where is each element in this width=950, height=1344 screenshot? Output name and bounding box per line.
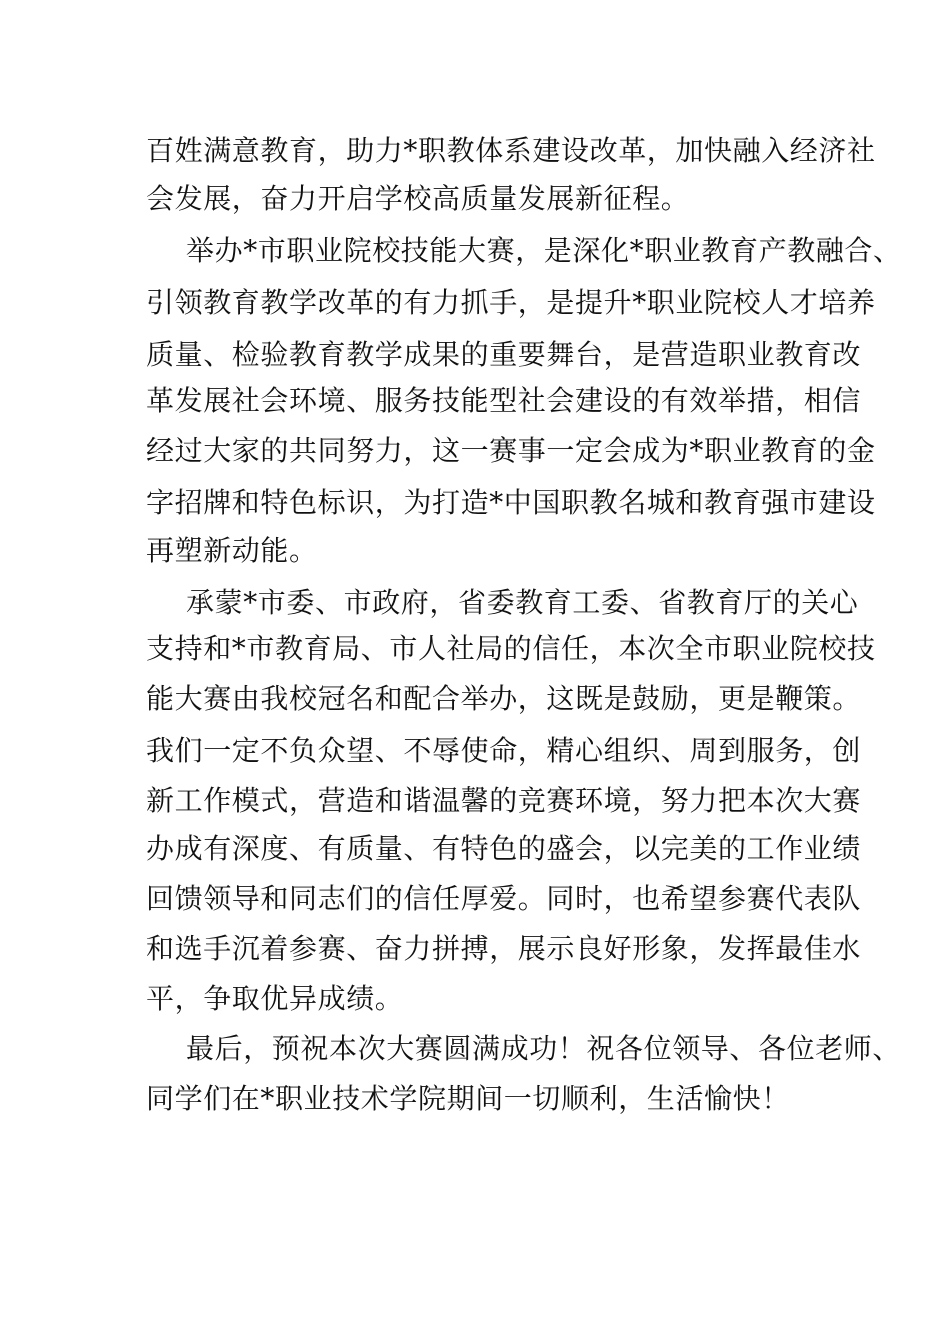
paragraph-3-line-2: 支持和*市教育局、市人社局的信任，本次全市职业院校技 xyxy=(146,632,876,665)
paragraph-3-line-9: 平，争取优异成绩。 xyxy=(146,982,404,1015)
paragraph-3-line-8: 和选手沉着参赛、奋力拼搏，展示良好形象，发挥最佳水 xyxy=(146,932,862,965)
paragraph-3-line-7: 回馈领导和同志们的信任厚爱。同时，也希望参赛代表队 xyxy=(146,882,862,915)
paragraph-2-line-1: 举办*市职业院校技能大赛，是深化*职业教育产教融合、 xyxy=(186,234,902,267)
paragraph-3-line-5: 新工作模式，营造和谐温馨的竞赛环境，努力把本次大赛 xyxy=(146,784,862,817)
paragraph-2-line-6: 字招牌和特色标识，为打造*中国职教名城和教育强市建设 xyxy=(146,486,876,519)
paragraph-3-line-6: 办成有深度、有质量、有特色的盛会，以完美的工作业绩 xyxy=(146,832,862,865)
paragraph-4-line-1: 最后，预祝本次大赛圆满成功！祝各位领导、各位老师、 xyxy=(186,1032,902,1065)
paragraph-2-line-4: 革发展社会环境、服务技能型社会建设的有效举措，相信 xyxy=(146,384,862,417)
paragraph-3-line-3: 能大赛由我校冠名和配合举办，这既是鼓励，更是鞭策。 xyxy=(146,682,862,715)
paragraph-3-line-4: 我们一定不负众望、不辱使命，精心组织、周到服务，创 xyxy=(146,734,862,767)
paragraph-1-line-2: 会发展，奋力开启学校高质量发展新征程。 xyxy=(146,182,690,215)
paragraph-1-line-1: 百姓满意教育，助力*职教体系建设改革，加快融入经济社 xyxy=(146,134,876,167)
paragraph-3-line-1: 承蒙*市委、市政府，省委教育工委、省教育厅的关心 xyxy=(186,586,859,619)
paragraph-4-line-2: 同学们在*职业技术学院期间一切顺利，生活愉快！ xyxy=(146,1082,790,1115)
paragraph-2-line-7: 再塑新动能。 xyxy=(146,534,318,567)
paragraph-2-line-5: 经过大家的共同努力，这一赛事一定会成为*职业教育的金 xyxy=(146,434,876,467)
paragraph-2-line-2: 引领教育教学改革的有力抓手，是提升*职业院校人才培养 xyxy=(146,286,876,319)
paragraph-2-line-3: 质量、检验教育教学成果的重要舞台，是营造职业教育改 xyxy=(146,338,862,371)
